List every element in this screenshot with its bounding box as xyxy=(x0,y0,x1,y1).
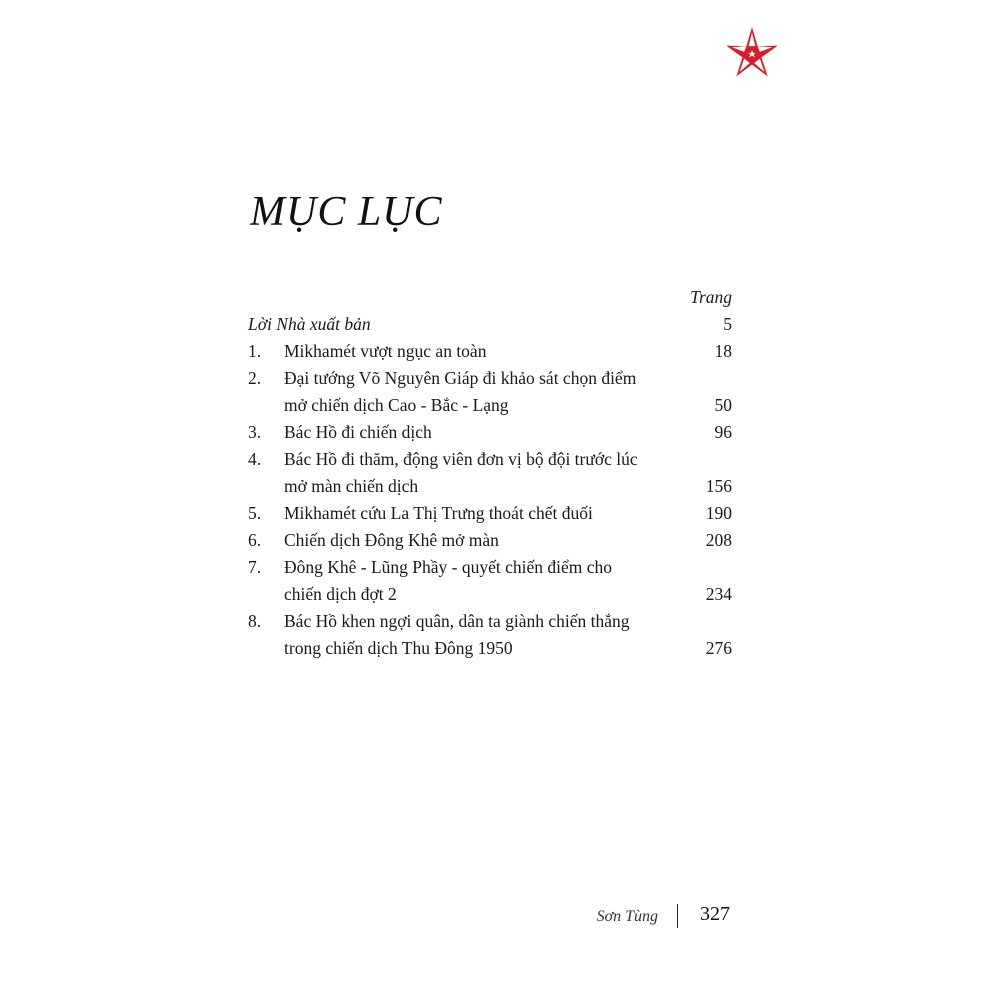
footer-divider xyxy=(677,904,678,928)
toc-entry-number: 6. xyxy=(248,530,262,550)
toc-entry-title xyxy=(284,419,682,446)
toc-entry xyxy=(248,311,732,338)
toc-entry-title-line: Bác Hồ đi chiến dịch xyxy=(284,422,432,442)
toc-entry xyxy=(248,554,732,608)
toc-entry-title-line: Chiến dịch Đông Khê mở màn xyxy=(284,530,499,550)
toc-entry-page: 96 xyxy=(714,422,732,442)
toc-entry xyxy=(248,527,732,554)
toc-entry-title xyxy=(284,608,682,662)
toc-entry-page: 234 xyxy=(705,584,732,604)
toc-entry-title-line: mở màn chiến dịch xyxy=(284,476,419,496)
toc-entry-title-line: mở chiến dịch Cao - Bắc - Lạng xyxy=(284,395,509,415)
footer-page-number: 327 xyxy=(700,903,730,925)
toc-entry xyxy=(248,500,732,527)
toc-entry-number: 1. xyxy=(248,341,262,361)
toc-entry-number: 8. xyxy=(248,611,262,631)
page-title: MỤC LỤC xyxy=(250,189,443,235)
toc-entry xyxy=(248,608,732,662)
toc-entry-page: 50 xyxy=(714,395,732,415)
toc-entry-number: 2. xyxy=(248,368,262,388)
toc-entry-title xyxy=(284,500,682,527)
toc-entry-title xyxy=(248,311,682,338)
toc-entry-title-line: Đông Khê - Lũng Phầy - quyết chiến điểm cho xyxy=(284,557,613,577)
toc-entry-number: 5. xyxy=(248,503,262,523)
toc-entry-title-line: Mikhamét vượt ngục an toàn xyxy=(284,341,487,361)
toc-entry-title-line: Bác Hồ đi thăm, động viên đơn vị bộ đội trước lúc xyxy=(284,449,638,469)
toc-entry-page: 18 xyxy=(714,341,732,361)
toc-entry-title-line: Bác Hồ khen ngợi quân, dân ta giành chiến thắng xyxy=(284,611,630,631)
toc-entry xyxy=(248,446,732,500)
toc-entry-page: 5 xyxy=(723,314,732,334)
footer-author: Sơn Tùng xyxy=(596,908,658,925)
toc-entry-page: 156 xyxy=(705,476,732,496)
toc-entry-title-line: chiến dịch đợt 2 xyxy=(284,584,397,604)
toc-entry-number: 7. xyxy=(248,557,262,577)
page-footer xyxy=(560,900,730,934)
toc-entry-number: 3. xyxy=(248,422,262,442)
toc-entry-title-line: Mikhamét cứu La Thị Trưng thoát chết đuối xyxy=(284,503,593,523)
toc-entries xyxy=(248,311,732,662)
toc-entry-page: 190 xyxy=(705,503,732,523)
toc-entry-page: 276 xyxy=(705,638,732,658)
toc-entry xyxy=(248,365,732,419)
toc-entry-title xyxy=(284,527,682,554)
toc-entry-title xyxy=(284,338,682,365)
toc-entry-title-line: Lời Nhà xuất bản xyxy=(248,314,371,334)
red-star-logo-icon xyxy=(724,26,780,82)
toc-page-column-header: Trang xyxy=(690,287,732,307)
toc-entry-title xyxy=(284,554,682,608)
toc-entry xyxy=(248,419,732,446)
toc-entry xyxy=(248,338,732,365)
publisher-star-logo-icon xyxy=(724,26,780,82)
toc-entry-page: 208 xyxy=(705,530,732,550)
toc-entry-title-line: Đại tướng Võ Nguyên Giáp đi khảo sát chọn điểm xyxy=(284,368,637,388)
toc-entry-title xyxy=(284,365,682,419)
table-of-contents xyxy=(248,284,732,662)
toc-entry-number: 4. xyxy=(248,449,262,469)
toc-entry-title-line: trong chiến dịch Thu Đông 1950 xyxy=(284,638,513,658)
toc-entry-title xyxy=(284,446,682,500)
